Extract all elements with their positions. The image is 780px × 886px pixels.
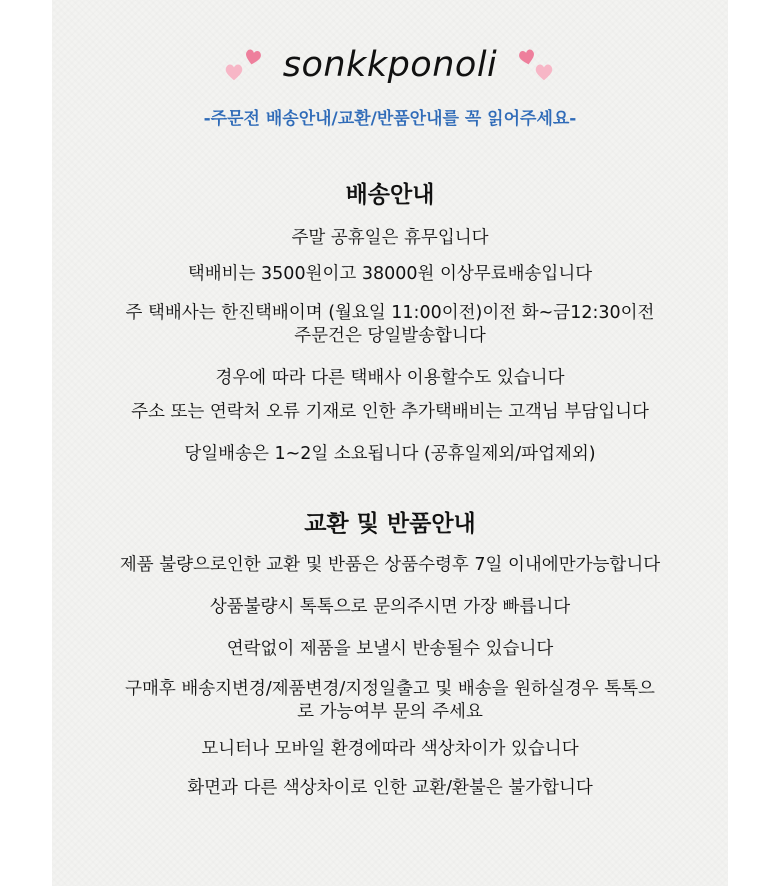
- shipping-title: 배송안내: [345, 182, 435, 208]
- returns-line: 연락없이 제품을 보낼시 반송될수 있습니다: [226, 639, 554, 659]
- shipping-line: 경우에 따라 다른 택배사 이용할수도 있습니다: [215, 368, 565, 388]
- returns-line: 제품 불량으로인한 교환 및 반품은 상품수령후 7일 이내에만가능합니다: [119, 555, 661, 575]
- returns-line: 화면과 다른 색상차이로 인한 교환/환불은 불가합니다: [187, 778, 593, 798]
- shipping-line: 택배비는 3500원이고 38000원 이상무료배송입니다: [187, 264, 593, 284]
- returns-line: 상품불량시 톡톡으로 문의주시면 가장 빠릅니다: [209, 597, 571, 617]
- shipping-line: 주소 또는 연락처 오류 기재로 인한 추가택배비는 고객님 부담입니다: [131, 402, 649, 422]
- shipping-line: 주 택배사는 한진택배이며 (월요일 11:00이전)이전 화~금12:30이전: [125, 303, 655, 323]
- brand-name: sonkkponoli: [282, 45, 498, 85]
- returns-line: 모니터나 모바일 환경에따라 색상차이가 있습니다: [201, 739, 579, 759]
- returns-line: 로 가능여부 문의 주세요: [297, 702, 483, 722]
- shipping-line: 주문건은 당일발송합니다: [294, 326, 486, 346]
- hearts-left-icon: [221, 45, 265, 85]
- brand-header: [52, 40, 728, 90]
- returns-line: 구매후 배송지변경/제품변경/지정일출고 및 배송을 원하실경우 톡톡으: [125, 679, 655, 699]
- shipping-line: 주말 공휴일은 휴무입니다: [291, 228, 489, 248]
- hearts-right-icon: [515, 45, 559, 85]
- order-notice: -주문전 배송안내/교환/반품안내를 꼭 읽어주세요-: [203, 109, 577, 129]
- shipping-line: 당일배송은 1~2일 소요됩니다 (공휴일제외/파업제외): [184, 444, 596, 464]
- product-notice-page: [52, 0, 728, 886]
- returns-title: 교환 및 반품안내: [304, 511, 476, 537]
